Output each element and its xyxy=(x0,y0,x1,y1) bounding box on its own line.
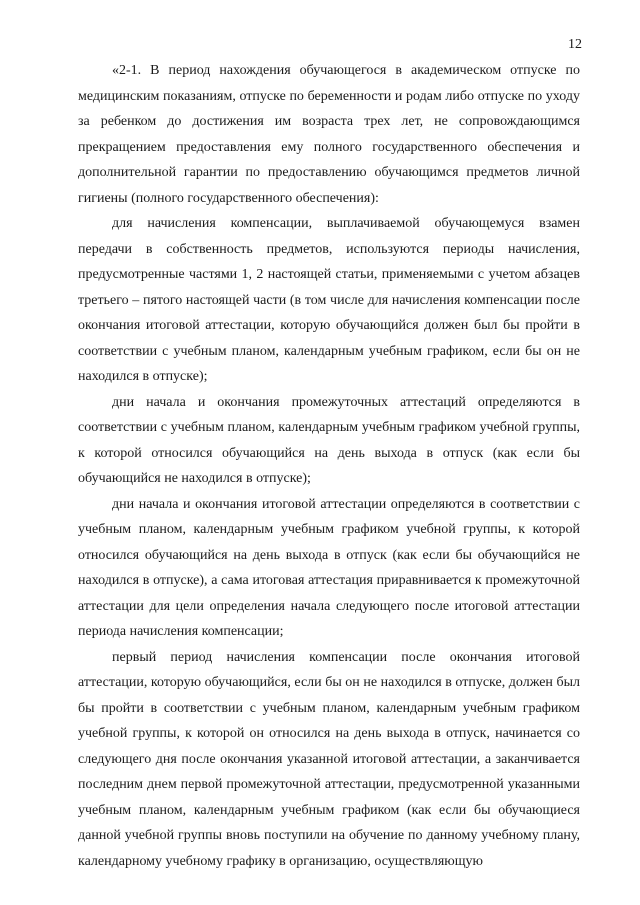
paragraph-compensation-periods: для начисления компенсации, выплачиваемой обучающемуся взамен передачи в собственность предметов, используются периоды начисления, предусмотренные частями 1, 2 настоящей статьи, применяемыми с учетом абзацев третьего – пятого настоящей части (в том числе для начисления компенсации после окончания итоговой аттестации, которую обучающийся должен был бы пройти в соответствии с учебным планом, календарным учебным графиком, если бы он не находился в отпуске); xyxy=(78,216,580,384)
paragraph-intermediate-attestation-days: дни начала и окончания промежуточных аттестаций определяются в соответствии с учебным планом, календарным учебным графиком учебной группы, к которой относился обучающийся на день выхода в отпуск (как если бы обучающийся не находился в отпуске); xyxy=(78,394,580,486)
page-number: 12 xyxy=(568,37,582,52)
paragraph-clause-2-1-intro: «2-1. В период нахождения обучающегося в академическом отпуске по медицинским показаниям, отпуске по беременности и родам либо отпуске по уходу за ребенком до достижения им возраста трех лет, не сопровождающимся прекращением предоставления ему полного государственного обеспечения и дополнительной гарантии по предоставлению обучающимся предметов личной гигиены (полного государственного обеспечения): xyxy=(78,63,580,206)
paragraph-first-period-after-final: первый период начисления компенсации после окончания итоговой аттестации, которую обучающийся, если бы он не находился в отпуске, должен был бы пройти в соответствии с учебным планом, календарным учебным графиком учебной группы, к которой он относился на день выхода в отпуск, начинается со следующего дня после окончания указанной итоговой аттестации, а заканчивается последним днем первой промежуточной аттестации, предусмотренной указанными учебным планом, календарным учебным графиком (как если бы обучающиеся данной учебной группы вновь поступили на обучение по данному учебному плану, календарному учебному графику в организацию, осуществляющую xyxy=(78,649,580,869)
document-body xyxy=(78,58,580,874)
paragraph-final-attestation-days: дни начала и окончания итоговой аттестации определяются в соответствии с учебным планом, календарным учебным графиком учебной группы, к которой относился обучающийся на день выхода в отпуск (как если бы обучающийся не находился в отпуске), а сама итоговая аттестация приравнивается к промежуточной аттестации для цели определения начала следующего после итоговой аттестации периода начисления компенсации; xyxy=(78,496,580,639)
